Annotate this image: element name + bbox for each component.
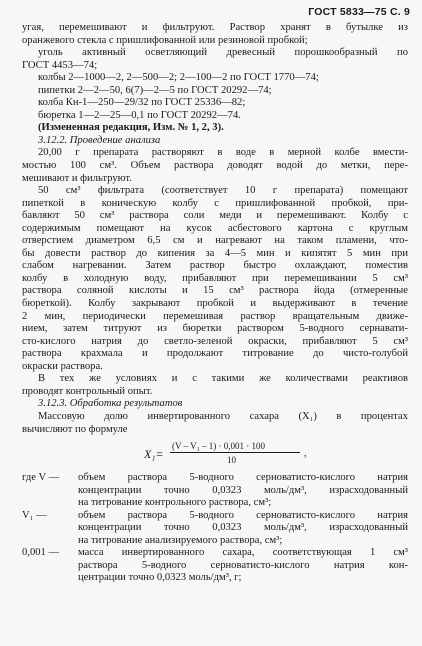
text-line: колбу в холодную воду, прибавляют при перемешивании 5 см³ [22,272,408,284]
formula-lhs: X₁= [144,447,164,462]
definition-line: объем раствора 5-водного серноватисто-кислого натрия [78,472,408,484]
definition-text [78,472,408,510]
text-line: мешивают и фильтруют. [22,172,132,184]
fraction-bar [170,452,300,453]
text-block [22,22,408,436]
formula-tail: , [304,448,307,460]
definition-line: концентрации точно 0,0323 моль/дм³, израсходованный [78,522,408,534]
text-line: ГОСТ 4453—74; [22,59,98,71]
text-line: Массовую долю инвертированного сахара (X₁) в процентах [38,410,408,422]
text-line: 2 мин, периодически перемешивая раствор вращательным движе- [22,310,408,322]
definition-item [22,472,408,510]
text-line: нием, затем титруют из бюретки раствором 5-водного сернавати- [22,323,408,335]
text-line: мостью 100 см³. Объем раствора доводят водой до метки, пере- [22,160,408,172]
text-line: 50 см³ фильтрата (соответствует 10 г препарата) помещают [38,185,408,197]
text-line: 3.12.3. Обработка результатов [38,398,183,410]
definition-text [78,510,408,548]
text-line: окраски раствора. [22,360,103,372]
text-line: 20,00 г препарата растворяют в воде в мерной колбе вмести- [38,147,408,159]
text-line: бюреткой). Колбу закрывают пробкой и выдерживают в течение [22,298,408,310]
text-line: В тех же условиях и с такими же количествами реактивов [38,373,408,385]
definition-line: на титрование анализируемого раствора, см³; [78,534,283,546]
text-line: колбы 2—1000—2, 2—500—2; 2—100—2 по ГОСТ 1770—74; [38,72,319,84]
definition-line: центрации точно 0,0323 моль/дм³, г; [78,572,242,584]
text-line: пипеткой в коническую колбу с пришлифованной пробкой, при- [22,197,408,209]
definition-line: концентрации точно 0,0323 моль/дм³, израсходованный [78,484,408,496]
text-line: бы довести раствор до кипения за 4—5 мин и кипятят 5 мин при [22,247,408,259]
text-line: пипетки 2—2—50, 6(7)—2—5 по ГОСТ 20292—74; [38,84,272,96]
text-line: 3.12.2. Проведение анализа [38,134,161,146]
text-line: отверстием диаметром 6,5 см и нагревают на таком пламени, что- [22,235,408,247]
variable-definitions [22,472,408,585]
definition-line: масса инвертированного сахара, соответствующая 1 см³ [78,547,408,559]
text-line: слабом нагревании. Затем раствор быстро охлаждают, поместив [22,260,408,272]
text-line: сто-кислого натрия до светло-зеленой окраски, прибавляют 5 см³ [22,335,408,347]
page-header: ГОСТ 5833—75 С. 9 [308,6,410,18]
text-line: вычисляют по формуле [22,423,128,435]
definition-line: раствора 5-водного серноватисто-кислого натрия кон- [78,559,408,571]
definition-symbol: V₁ — [22,509,47,521]
text-line: бюретка 1—2—25—0,1 по ГОСТ 20292—74. [38,109,241,121]
definition-item [22,510,408,548]
definition-text [78,547,408,585]
definition-line: на титрование контрольного раствора, см³; [78,497,272,509]
formula [22,440,408,468]
text-line: (Измененная редакция, Изм. № 1, 2, 3). [38,122,224,134]
text-line: раствора крахмала и продолжают титрование до чисто-голубой [22,348,408,360]
definition-symbol: 0,001 — [22,547,60,559]
definition-item [22,547,408,585]
text-line: колба Кн-1—250—29/32 по ГОСТ 25336—82; [38,97,246,109]
text-line: оранжевого стекла с пришлифованной или резиновой пробкой; [22,34,308,46]
text-line: содержимым помещают на кусок асбестового картона с круглым [22,222,408,234]
definition-symbol: где V — [22,472,60,484]
text-line: уголь активный осветляющий древесный порошкообразный по [38,47,408,59]
text-line: бавляют 50 см³ раствора соли меди и перемешивают. Колбу с [22,210,408,222]
definition-line: объем раствора 5-водного серноватисто-кислого натрия [78,509,408,521]
text-line: раствора соляной кислоты и 15 см³ раствора йода (отмеренные [22,285,408,297]
text-line: угая, перемешивают и фильтруют. Раствор хранят в бутылке из [22,22,408,33]
document-body [22,22,408,585]
formula-numerator: (V – V₁ – 1) · 0,001 · 100 [172,441,266,452]
text-line: проводят контрольный опыт. [22,385,153,397]
formula-denominator: 10 [227,455,236,466]
